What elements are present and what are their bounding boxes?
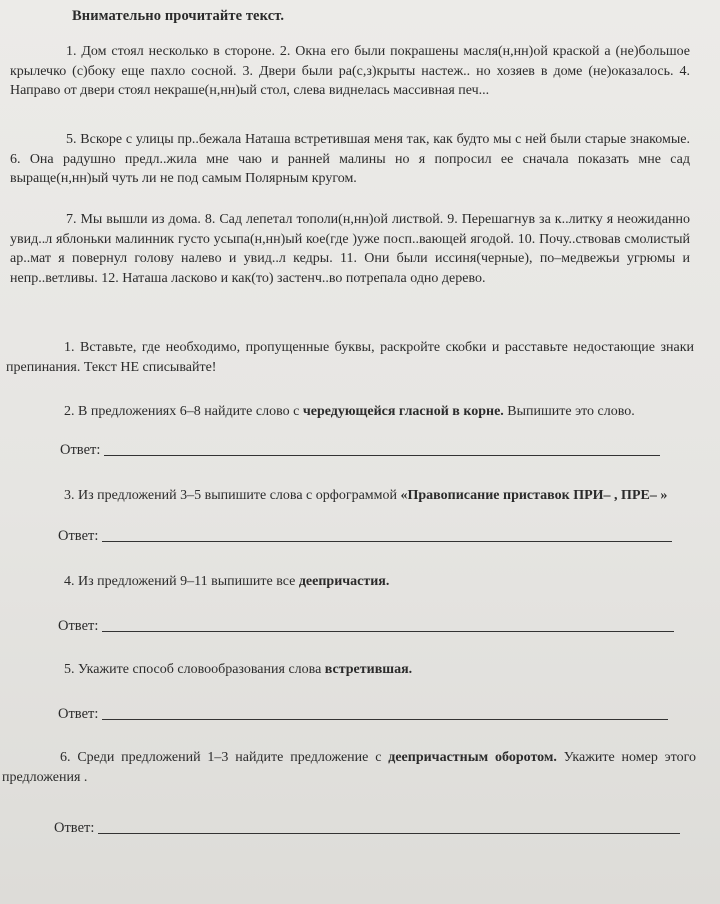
answer-line[interactable] xyxy=(102,631,674,632)
task-2 xyxy=(6,402,694,422)
task-3 xyxy=(6,486,694,506)
text-paragraph-1 xyxy=(10,42,690,101)
task-6-answer[interactable] xyxy=(54,820,680,837)
task-4-text: 4. Из предложений 9–11 выпишите все xyxy=(64,574,299,589)
paragraph-text: 7. Мы вышли из дома. 8. Сад лепетал тополи(н,нн)ой листвой. 9. Перешагнув за к..литку я неожиданно увид..л яблоньки малинник густо усыпа(н,нн)ый кое(где )уже посп..вающей ягодой. 10. Почу..ствовав смолистый ар..мат я повернул голову налево и увид..л кедры. 11. Они были иссиня(черные), по–медвежьи угрюмы и непр..ветливы. 12. Наташа ласково и как(то) застенч..во потрепала одно дерево. xyxy=(10,212,690,286)
task-5 xyxy=(6,660,694,680)
answer-line[interactable] xyxy=(102,541,672,542)
paragraph-text: 5. Вскоре с улицы пр..бежала Наташа встретившая меня так, как будто мы с ней были старые знакомые. 6. Она радушно предл..жила мне чаю и ранней малины но я попросил ее сначала показать мне сад выраще(н,нн)ый чуть ли не под самым Полярным кругом. xyxy=(10,132,690,186)
answer-line[interactable] xyxy=(104,455,660,456)
task-2-keyword: чередующейся гласной в корне. xyxy=(302,404,504,419)
task-5-keyword: встретившая. xyxy=(324,662,413,677)
task-2-text-after: Выпишите это слово. xyxy=(503,404,635,419)
task-5-answer[interactable] xyxy=(58,706,668,723)
task-4-keyword: деепричастия. xyxy=(298,574,390,589)
task-1 xyxy=(6,338,694,378)
task-6 xyxy=(2,748,696,788)
task-6-text-after: Укажите номер этого предложения . xyxy=(2,750,696,785)
answer-label: Ответ: xyxy=(58,528,99,544)
task-1-text: 1. Вставьте, где необходимо, пропущенные буквы, раскройте скобки и расставьте недостающие знаки препинания. Текст НЕ списывайте! xyxy=(6,340,694,375)
task-5-text: 5. Укажите способ словообразования слова xyxy=(64,662,325,677)
task-3-text: 3. Из предложений 3–5 выпишите слова с орфограммой xyxy=(64,488,401,503)
answer-line[interactable] xyxy=(102,719,668,720)
task-2-answer[interactable] xyxy=(60,442,660,459)
task-6-text: 6. Среди предложений 1–3 найдите предложение с xyxy=(60,750,389,765)
text-paragraph-3 xyxy=(10,210,690,288)
paragraph-text: 1. Дом стоял несколько в стороне. 2. Окна его были покрашены масля(н,нн)ой краской а (не)большое крылечко (с)боку еще пахло сосной. 3. Двери были ра(с,з)крыты настеж.. но хозяев в доме (не)оказалось. 4. Направо от двери стоял некраше(н,нн)ый стол, слева виднелась массивная печ... xyxy=(10,44,690,98)
answer-label: Ответ: xyxy=(58,706,99,722)
text-paragraph-2 xyxy=(10,130,690,189)
task-4-answer[interactable] xyxy=(58,618,674,635)
task-6-keyword: деепричастным оборотом. xyxy=(388,750,557,765)
answer-line[interactable] xyxy=(98,833,680,834)
task-3-answer[interactable] xyxy=(58,528,672,545)
answer-label: Ответ: xyxy=(60,442,101,458)
task-2-text: 2. В предложениях 6–8 найдите слово с xyxy=(64,404,303,419)
answer-label: Ответ: xyxy=(54,820,95,836)
answer-label: Ответ: xyxy=(58,618,99,634)
task-4 xyxy=(6,572,694,592)
worksheet-title: Внимательно прочитайте текст. xyxy=(72,8,285,24)
task-3-keyword: «Правописание приставок ПРИ– , ПРЕ– » xyxy=(400,488,668,503)
